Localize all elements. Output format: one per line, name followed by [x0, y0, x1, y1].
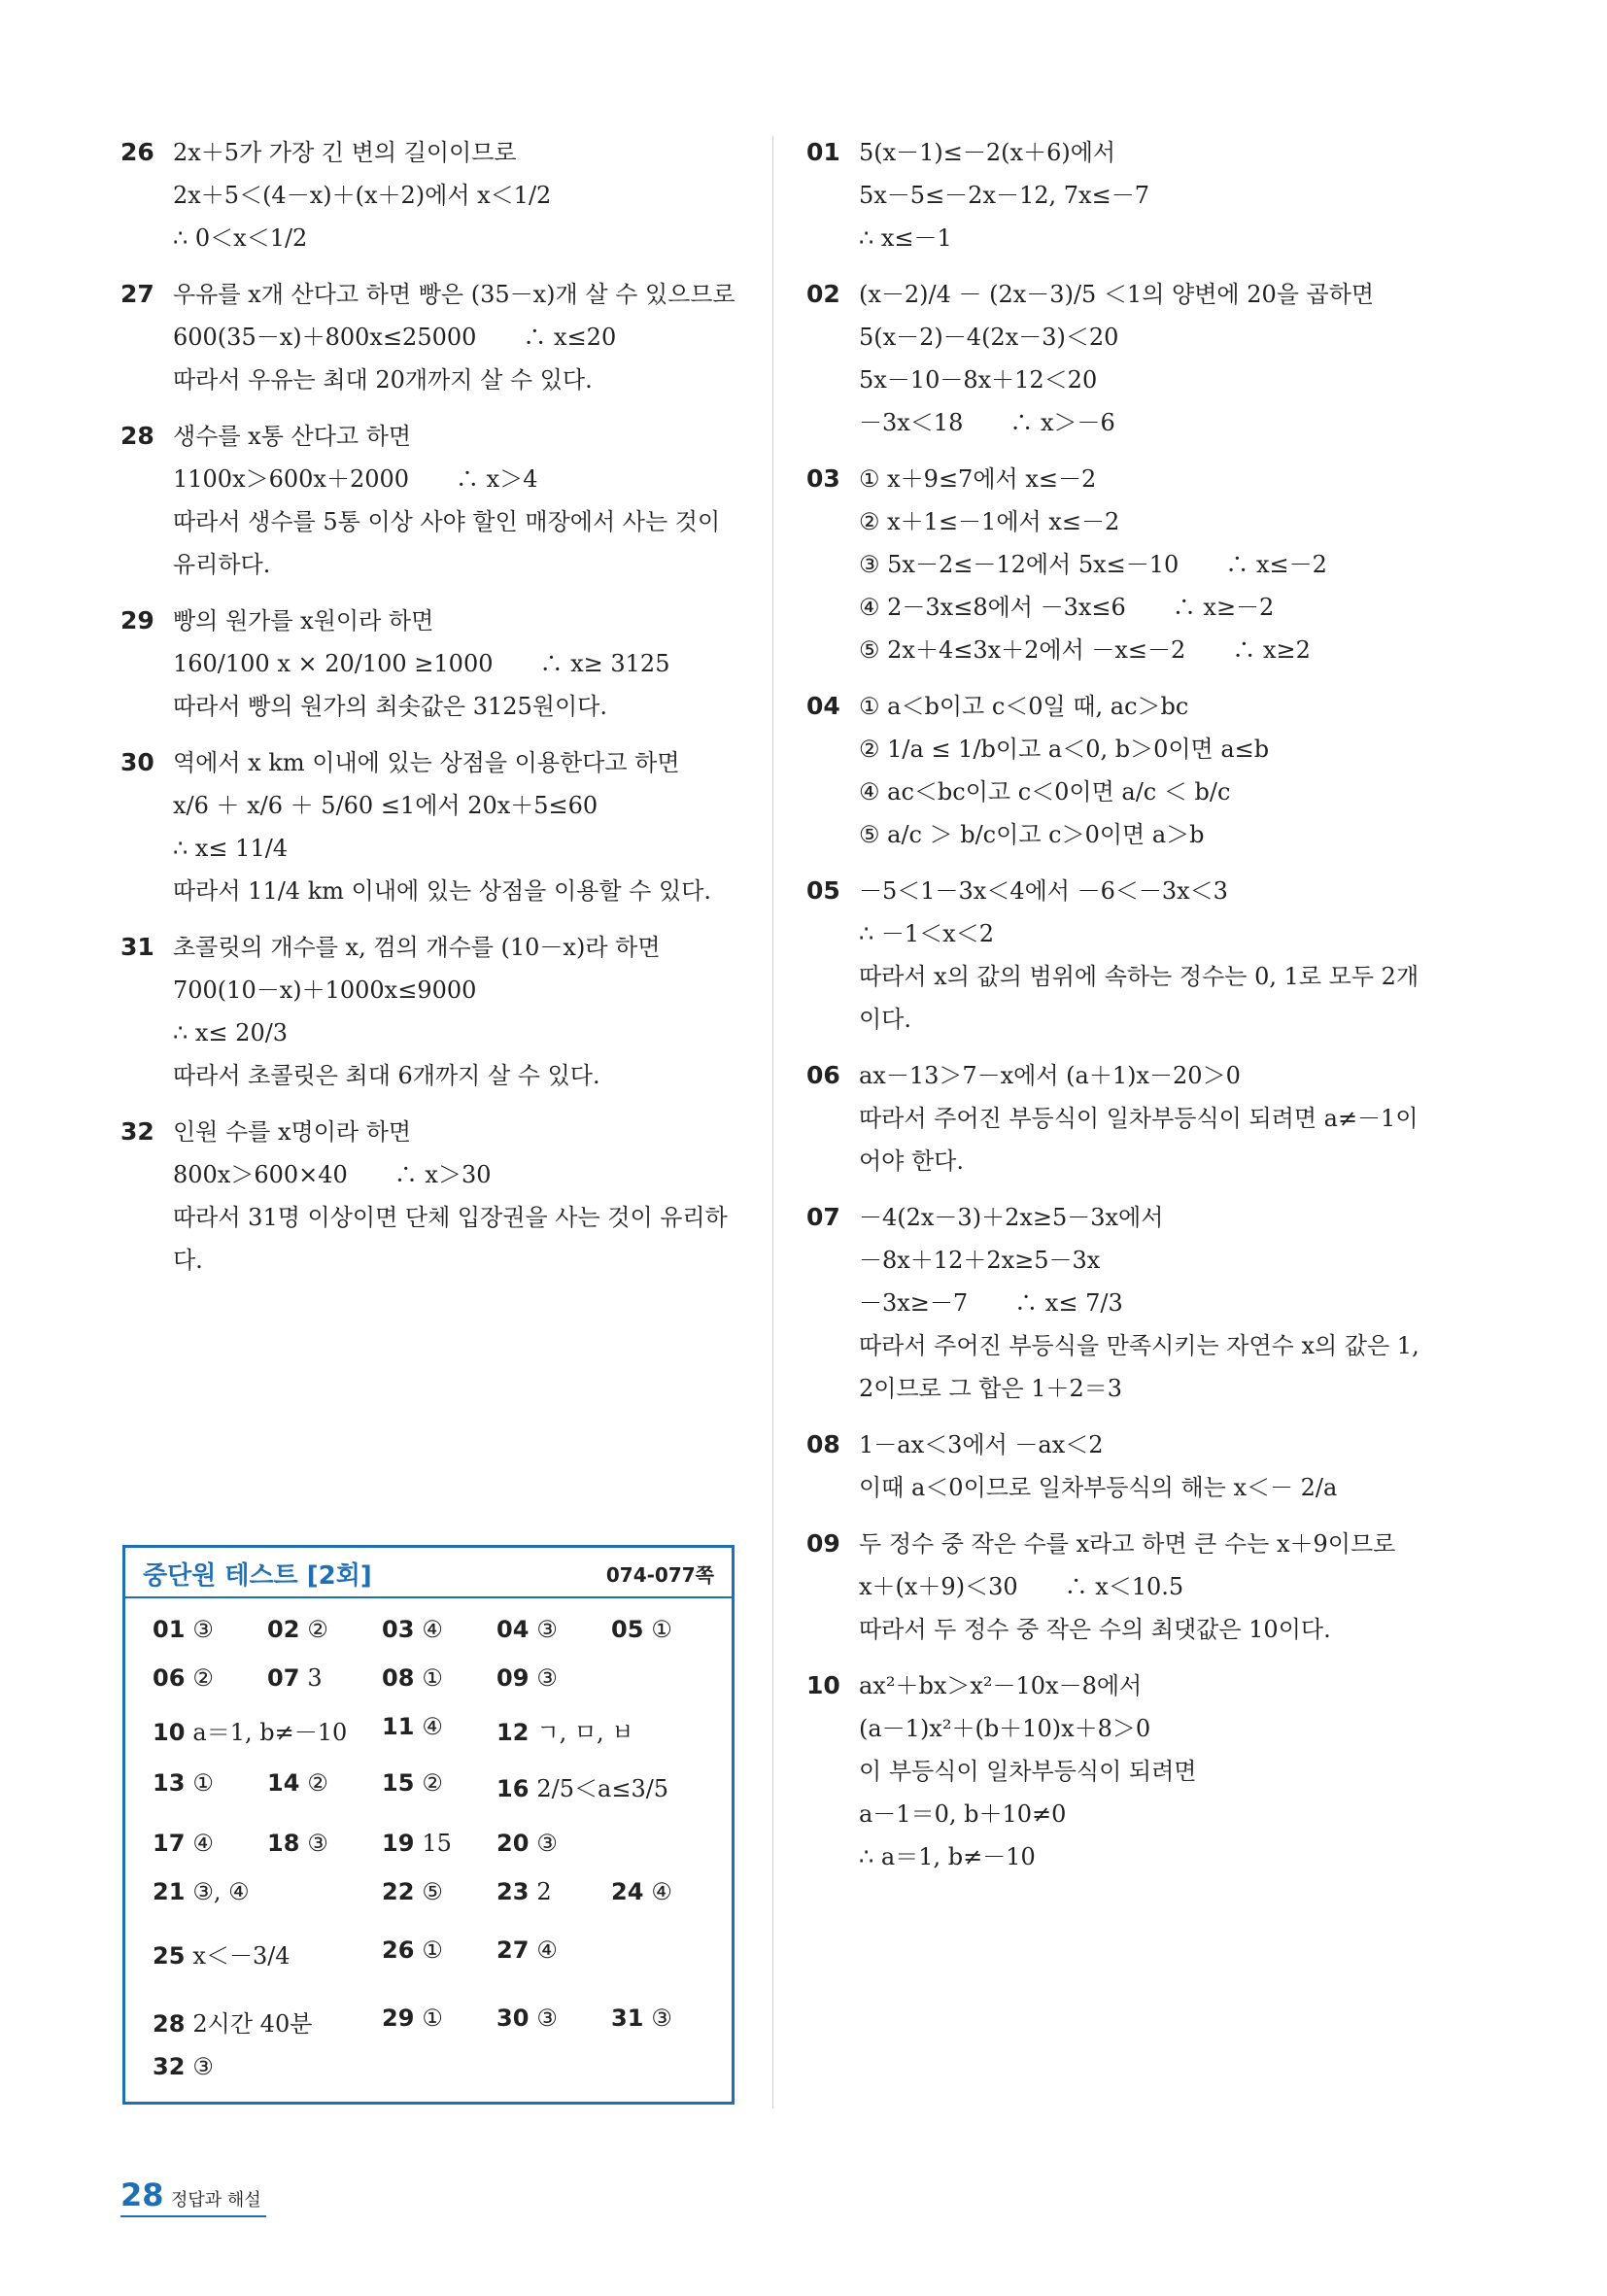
answer-value: ④	[536, 1936, 558, 1964]
problem-26	[120, 131, 738, 259]
answer-box-pages: 074-077쪽	[605, 1563, 714, 1587]
answer-item	[496, 1830, 558, 1857]
problem-number: 01	[806, 138, 840, 166]
answer-number: 27	[496, 1936, 530, 1964]
solution-line: 이 부등식이 일차부등식이 되려면	[859, 1758, 1197, 1785]
answer-number: 23	[496, 1878, 530, 1905]
problem-number: 26	[120, 138, 154, 166]
answer-item	[153, 1664, 214, 1692]
solution-line: 이때 a＜0이므로 일차부등식의 해는 x＜－ 2/a	[859, 1474, 1338, 1501]
answer-item	[153, 1830, 214, 1857]
problem-07	[806, 1196, 1428, 1410]
solution-line: 600(35－x)＋800x≤25000 ∴ x≤20	[173, 324, 617, 351]
solution-line: 1100x＞600x＋2000 ∴ x＞4	[173, 465, 538, 493]
solution-line: ④ ac＜bc이고 c＜0이면 a/c ＜ b/c	[859, 778, 1231, 805]
answer-value: ③	[307, 1830, 328, 1857]
answer-value: ③	[536, 1664, 558, 1692]
answer-item	[496, 1878, 552, 1905]
answer-number: 01	[153, 1616, 186, 1643]
answer-number: 18	[267, 1830, 300, 1857]
answer-item	[496, 1664, 558, 1692]
answer-value: ②	[307, 1769, 328, 1797]
answer-item	[267, 1616, 328, 1643]
answer-value: 15	[422, 1830, 452, 1857]
answer-number: 19	[382, 1830, 415, 1857]
answer-value: ③	[192, 1616, 214, 1643]
solution-line: 따라서 초콜릿은 최대 6개까지 살 수 있다.	[173, 1062, 600, 1089]
solution-line: ∴ －1＜x＜2	[859, 920, 994, 947]
answer-number: 26	[382, 1936, 415, 1964]
solution-line: ⑤ a/c ＞ b/c이고 c＞0이면 a＞b	[859, 821, 1205, 848]
answer-value: ③	[192, 2053, 214, 2080]
answer-item	[611, 1878, 672, 1905]
answer-value: ③	[536, 2005, 558, 2032]
problem-number: 32	[120, 1117, 154, 1146]
problem-08	[806, 1423, 1428, 1509]
answer-value: ㄱ, ㅁ, ㅂ	[536, 1719, 634, 1746]
problem-30	[120, 741, 738, 912]
solution-line: ax²＋bx＞x²－10x－8에서	[859, 1672, 1143, 1699]
answer-item	[611, 1616, 672, 1643]
answer-number: 16	[496, 1775, 530, 1802]
column-divider	[772, 136, 773, 2108]
solution-line: ∴ x≤ 11/4	[173, 835, 289, 862]
solution-line: 800x＞600×40 ∴ x＞30	[173, 1161, 492, 1188]
problem-number: 31	[120, 933, 154, 961]
solution-line: 2x＋5＜(4－x)＋(x＋2)에서 x＜1/2	[173, 182, 552, 209]
answer-value: ⑤	[422, 1878, 443, 1905]
solution-line: 따라서 생수를 5통 이상 사야 할인 매장에서 사는 것이 유리하다.	[173, 508, 721, 578]
answer-number: 29	[382, 2005, 415, 2032]
solution-line: ∴ 0＜x＜1/2	[173, 224, 308, 252]
answer-value: ②	[192, 1664, 214, 1692]
answer-number: 04	[496, 1616, 530, 1643]
problem-number: 07	[806, 1203, 840, 1231]
answer-item	[267, 1664, 323, 1692]
solution-line: －8x＋12＋2x≥5－3x	[859, 1247, 1101, 1274]
answer-box	[122, 1545, 735, 2105]
answer-value: ①	[192, 1769, 214, 1797]
answer-item	[496, 2005, 558, 2032]
problem-06	[806, 1054, 1428, 1182]
solution-line: 두 정수 중 작은 수를 x라고 하면 큰 수는 x＋9이므로	[859, 1530, 1396, 1558]
answer-item	[382, 1616, 443, 1643]
answer-item	[153, 1616, 214, 1643]
answer-value: ②	[422, 1769, 443, 1797]
solution-line: x＋(x＋9)＜30 ∴ x＜10.5	[859, 1573, 1184, 1600]
problem-02	[806, 273, 1428, 444]
problem-28	[120, 415, 738, 586]
answer-number: 02	[267, 1616, 300, 1643]
answer-value: ①	[422, 1936, 443, 1964]
solution-line: 역에서 x km 이내에 있는 상점을 이용한다고 하면	[173, 749, 680, 776]
answer-number: 10	[153, 1719, 186, 1746]
solution-line: 따라서 11/4 km 이내에 있는 상점을 이용할 수 있다.	[173, 877, 711, 905]
problem-10	[806, 1664, 1428, 1878]
problem-number: 28	[120, 422, 154, 450]
solution-line: ⑤ 2x＋4≤3x＋2에서 －x≤－2 ∴ x≥2	[859, 636, 1311, 664]
solution-line: 초콜릿의 개수를 x, 껌의 개수를 (10－x)라 하면	[173, 934, 661, 961]
answer-item	[382, 1936, 443, 1964]
solution-line: ② 1/a ≤ 1/b이고 a＜0, b＞0이면 a≤b	[859, 736, 1270, 763]
answer-number: 31	[611, 2005, 644, 2032]
solution-line: ① x＋9≤7에서 x≤－2	[859, 465, 1097, 493]
problem-09	[806, 1523, 1428, 1651]
answer-value: 2	[536, 1878, 552, 1905]
answer-number: 05	[611, 1616, 644, 1643]
problem-number: 05	[806, 876, 840, 905]
answer-number: 11	[382, 1713, 415, 1740]
problem-32	[120, 1111, 738, 1282]
solution-line: ① a＜b이고 c＜0일 때, ac＞bc	[859, 693, 1189, 720]
answer-item	[382, 1664, 443, 1692]
answer-item	[153, 1878, 250, 1905]
solution-line: ④ 2－3x≤8에서 －3x≤6 ∴ x≥－2	[859, 594, 1275, 621]
solution-line: ∴ x≤－1	[859, 224, 952, 252]
problem-27	[120, 273, 738, 401]
problem-number: 02	[806, 280, 840, 308]
answer-number: 08	[382, 1664, 415, 1692]
answer-value: ①	[651, 1616, 672, 1643]
solution-line: ② x＋1≤－1에서 x≤－2	[859, 508, 1120, 535]
solution-line: 5(x－2)－4(2x－3)＜20	[859, 324, 1119, 351]
solution-line: 5x－5≤－2x－12, 7x≤－7	[859, 182, 1149, 209]
problem-number: 04	[806, 692, 840, 720]
answer-value: ③	[536, 1616, 558, 1643]
solution-line: 2x＋5가 가장 긴 변의 길이이므로	[173, 139, 517, 166]
problem-number: 27	[120, 280, 154, 308]
answer-number: 13	[153, 1769, 186, 1797]
solution-line: ax－13＞7－x에서 (a＋1)x－20＞0	[859, 1062, 1241, 1089]
left-column	[120, 131, 738, 1295]
problem-04	[806, 685, 1428, 856]
solution-line: 따라서 31명 이상이면 단체 입장권을 사는 것이 유리하다.	[173, 1204, 728, 1274]
answer-number: 25	[153, 1942, 186, 1970]
solution-line: －3x＜18 ∴ x＞－6	[859, 409, 1115, 436]
problem-29	[120, 600, 738, 728]
answer-value: 2/5＜a≤3/5	[536, 1775, 669, 1802]
solution-line: －3x≥－7 ∴ x≤ 7/3	[859, 1289, 1123, 1317]
answer-item	[153, 2053, 214, 2080]
answer-item	[611, 2005, 672, 2032]
problem-number: 30	[120, 748, 154, 776]
solution-line: 따라서 주어진 부등식을 만족시키는 자연수 x의 값은 1, 2이므로 그 합은 1＋2＝3	[859, 1332, 1419, 1402]
solution-line: 따라서 빵의 원가의 최솟값은 3125원이다.	[173, 693, 607, 720]
problem-number: 29	[120, 606, 154, 634]
solution-line: 우유를 x개 산다고 하면 빵은 (35－x)개 살 수 있으므로	[173, 281, 735, 308]
answer-item	[153, 2005, 312, 2039]
solution-line: 따라서 두 정수 중 작은 수의 최댓값은 10이다.	[859, 1616, 1331, 1643]
solution-line: x/6 ＋ x/6 ＋ 5/60 ≤1에서 20x＋5≤60	[173, 792, 598, 819]
solution-line: 160/100 x × 20/100 ≥1000 ∴ x≥ 3125	[173, 650, 670, 677]
solution-line: ∴ a＝1, b≠－10	[859, 1843, 1036, 1870]
problem-number: 08	[806, 1430, 840, 1458]
answer-item	[267, 1769, 328, 1797]
answer-value: 3	[307, 1664, 323, 1692]
answer-value: ④	[651, 1878, 672, 1905]
problem-number: 10	[806, 1671, 840, 1699]
answer-item	[382, 1769, 443, 1797]
answer-number: 32	[153, 2053, 186, 2080]
solution-line: (x－2)/4 － (2x－3)/5 ＜1의 양변에 20을 곱하면	[859, 281, 1375, 308]
answer-value: ③	[651, 2005, 672, 2032]
right-column	[806, 131, 1428, 1892]
solution-line: 700(10－x)＋1000x≤9000	[173, 977, 477, 1004]
answer-item	[153, 1936, 291, 1970]
answer-item	[267, 1830, 328, 1857]
solution-line: 따라서 주어진 부등식이 일차부등식이 되려면 a≠－1이어야 한다.	[859, 1105, 1419, 1175]
answer-number: 24	[611, 1878, 644, 1905]
answer-box-title: 중단원 테스트 [2회]	[143, 1561, 372, 1591]
solution-line: 따라서 우유는 최대 20개까지 살 수 있다.	[173, 366, 593, 394]
solution-line: 1－ax＜3에서 －ax＜2	[859, 1431, 1104, 1458]
answer-number: 09	[496, 1664, 530, 1692]
solution-line: －4(2x－3)＋2x≥5－3x에서	[859, 1204, 1164, 1231]
problem-31	[120, 926, 738, 1097]
answer-item	[382, 1830, 452, 1857]
answer-value: ④	[422, 1616, 443, 1643]
answer-value: x＜－3/4	[192, 1942, 291, 1970]
answer-value: ④	[422, 1713, 443, 1740]
solution-line: ∴ x≤ 20/3	[173, 1019, 289, 1046]
problem-05	[806, 870, 1428, 1041]
answer-number: 06	[153, 1664, 186, 1692]
answer-number: 03	[382, 1616, 415, 1643]
answer-number: 20	[496, 1830, 530, 1857]
solution-line: 생수를 x통 산다고 하면	[173, 423, 412, 450]
solution-line: 따라서 x의 값의 범위에 속하는 정수는 0, 1로 모두 2개이다.	[859, 963, 1419, 1033]
answer-number: 14	[267, 1769, 300, 1797]
answer-number: 12	[496, 1719, 530, 1746]
answer-item	[496, 1713, 633, 1747]
solution-line: 5(x－1)≤－2(x＋6)에서	[859, 139, 1116, 166]
solution-line: 5x－10－8x＋12＜20	[859, 366, 1098, 394]
answer-value: 2시간 40분	[192, 2010, 313, 2038]
answer-value: ③, ④	[192, 1878, 250, 1905]
answer-number: 17	[153, 1830, 186, 1857]
answer-item	[496, 1616, 558, 1643]
footer-rule	[120, 2215, 266, 2217]
answer-item	[496, 1769, 668, 1803]
answer-value: a＝1, b≠－10	[192, 1719, 348, 1746]
answer-value: ①	[422, 2005, 443, 2032]
answer-number: 21	[153, 1878, 186, 1905]
answer-value: ①	[422, 1664, 443, 1692]
answer-item	[496, 1936, 558, 1964]
solution-line: a－1＝0, b＋10≠0	[859, 1800, 1067, 1828]
answer-item	[382, 2005, 443, 2032]
answer-value: ④	[192, 1830, 214, 1857]
answer-item	[153, 1713, 347, 1747]
answer-item	[382, 1878, 443, 1905]
problem-number: 03	[806, 464, 840, 493]
problem-01	[806, 131, 1428, 259]
problem-number: 06	[806, 1061, 840, 1089]
answer-value: ②	[307, 1616, 328, 1643]
answer-value: ③	[536, 1830, 558, 1857]
answer-number: 28	[153, 2010, 186, 2038]
solution-line: 인원 수를 x명이라 하면	[173, 1118, 412, 1146]
solution-line: －5＜1－3x＜4에서 －6＜－3x＜3	[859, 877, 1228, 905]
solution-line: ③ 5x－2≤－12에서 5x≤－10 ∴ x≤－2	[859, 551, 1327, 578]
solution-line: 빵의 원가를 x원이라 하면	[173, 607, 434, 634]
answer-item	[153, 1769, 214, 1797]
answer-box-header	[125, 1548, 732, 1598]
answer-number: 30	[496, 2005, 530, 2032]
problem-03	[806, 458, 1428, 671]
answer-number: 07	[267, 1664, 300, 1692]
answer-number: 22	[382, 1878, 415, 1905]
footer-label: 정답과 해설	[171, 2190, 261, 2210]
solution-line: (a－1)x²＋(b＋10)x＋8＞0	[859, 1715, 1151, 1742]
page-number: 28	[120, 2176, 164, 2213]
answer-number: 15	[382, 1769, 415, 1797]
problem-number: 09	[806, 1529, 840, 1558]
answer-item	[382, 1713, 443, 1740]
